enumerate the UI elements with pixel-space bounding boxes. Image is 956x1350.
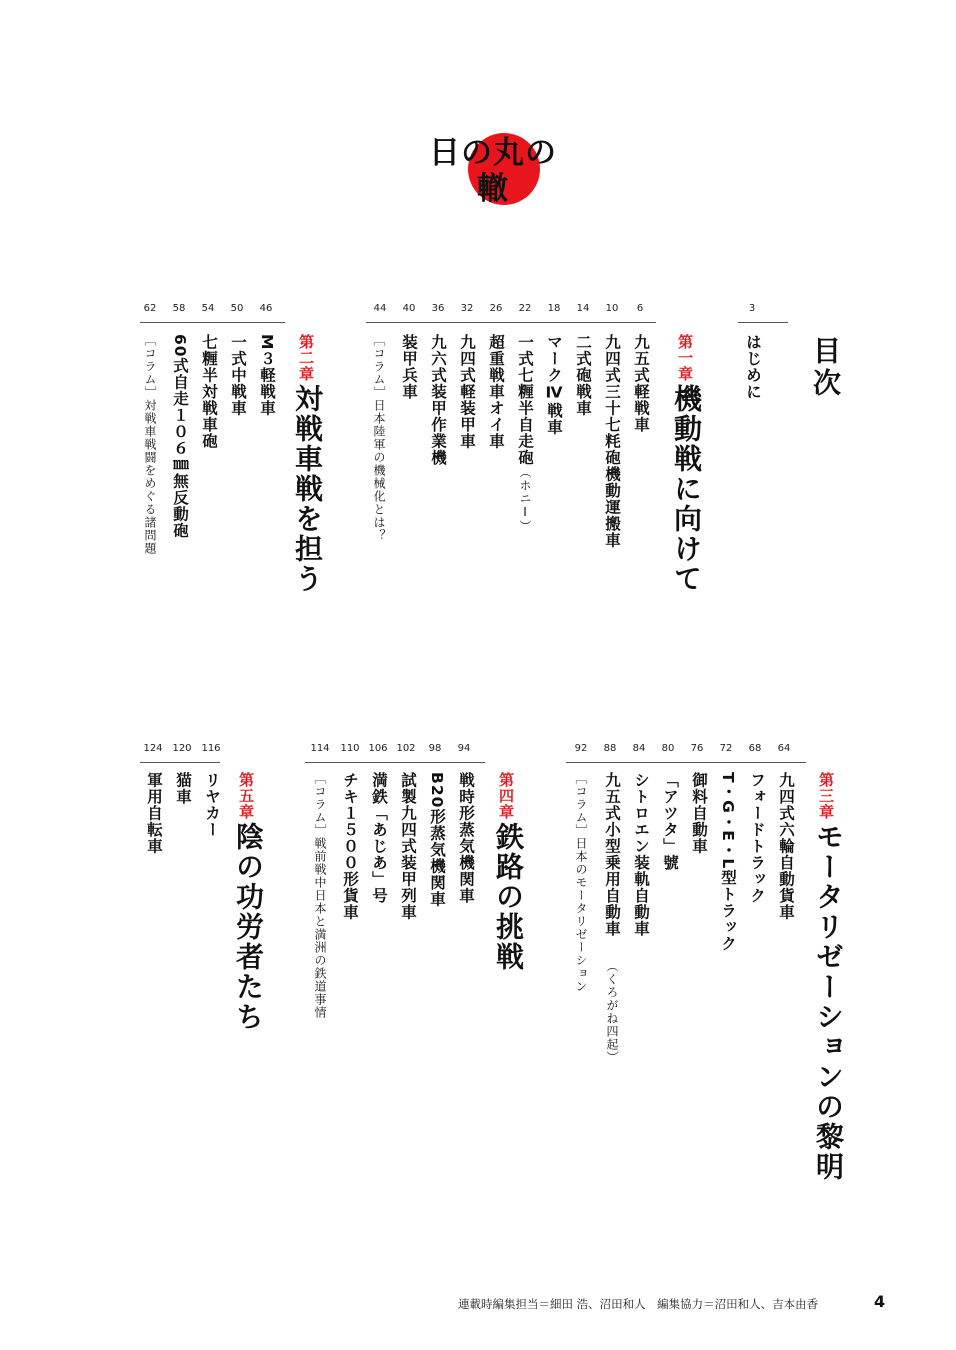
page-number: 94	[457, 743, 471, 754]
page-number: 92	[574, 743, 588, 754]
toc-entry[interactable]: T・G・E・L型トラック	[719, 772, 737, 952]
page-number-rule-bottom-mid	[305, 762, 485, 763]
page-number: 22	[518, 303, 532, 314]
toc-entry[interactable]: 猫車	[174, 772, 192, 805]
toc-entry[interactable]: チキ１５００形貨車	[341, 772, 359, 921]
page-number: 72	[719, 743, 733, 754]
page-number-rule-bottom-right	[566, 762, 806, 763]
intro-entry[interactable]: はじめに	[744, 334, 762, 400]
toc-entry[interactable]: 御料自動車	[690, 772, 708, 855]
toc-entry[interactable]: 九五式軽戦車	[632, 334, 650, 433]
page-number-rule-top-right	[738, 322, 788, 323]
page-number: 80	[661, 743, 675, 754]
toc-entry[interactable]: M３軽戦車	[258, 334, 276, 417]
page-number: 98	[428, 743, 442, 754]
toc-entry[interactable]: 「アツタ」號	[661, 772, 679, 871]
toc-entry[interactable]: 装甲兵車	[400, 334, 418, 400]
toc-entry-subtitle: （くろがね四起）	[605, 960, 619, 1064]
chapter-2-title[interactable]: 対戦車戦を担う	[291, 384, 324, 594]
page-number: 114	[310, 743, 330, 754]
toc-entry[interactable]: 七糎半対戦車砲	[200, 334, 218, 450]
toc-entry[interactable]: 満鉄「あじあ」号	[370, 772, 388, 904]
toc-entry[interactable]: リヤカー	[203, 772, 221, 838]
toc-entry[interactable]: 試製九四式装甲列車	[399, 772, 417, 921]
chapter-3-title[interactable]: モータリゼーションの黎明	[812, 822, 845, 1182]
toc-entry[interactable]: 60式自走１０６㎜無反動砲	[171, 334, 189, 540]
page-number: 64	[777, 743, 791, 754]
page-number: 54	[201, 303, 215, 314]
toc-entry[interactable]: 戦時形蒸気機関車	[457, 772, 475, 904]
series-logo	[418, 125, 568, 205]
page-number: 120	[172, 743, 192, 754]
toc-entry[interactable]: 九四式六輪自動貨車	[777, 772, 795, 921]
page-number: 36	[431, 303, 445, 314]
toc-entry[interactable]: 九六式装甲作業機	[429, 334, 447, 466]
page-number: 124	[143, 743, 163, 754]
toc-heading: 目次	[809, 336, 842, 400]
page-number: 84	[632, 743, 646, 754]
chapter-4-label: 第四章	[497, 772, 515, 820]
toc-entry[interactable]: 九四式軽装甲車	[458, 334, 476, 450]
chapter-1-title[interactable]: 機動戦に向けて	[670, 384, 703, 594]
page-number: 32	[460, 303, 474, 314]
toc-entry[interactable]: 二式砲戦車	[574, 334, 592, 417]
page-number: 26	[489, 303, 503, 314]
chapter-5-label: 第五章	[237, 772, 255, 820]
page-number: 44	[373, 303, 387, 314]
toc-column-entry[interactable]: ［コラム］日本陸軍の機械化とは？	[372, 334, 386, 542]
chapter-3-label: 第三章	[817, 772, 835, 820]
toc-entry[interactable]: 軍用自転車	[145, 772, 163, 855]
chapter-5-title[interactable]: 陰の功労者たち	[232, 822, 265, 1032]
page-number: 102	[396, 743, 416, 754]
toc-entry[interactable]: 九四式三十七粍砲機動運搬車	[603, 334, 621, 549]
toc-column-entry[interactable]: ［コラム］戦前戦中日本と満洲の鉄道事情	[313, 772, 327, 1019]
page-number: 18	[547, 303, 561, 314]
toc-entry[interactable]: 一式中戦車	[229, 334, 247, 417]
page-number-rule-top-mid	[366, 322, 656, 323]
page-number-rule-top-left	[140, 322, 285, 323]
page-number: 3	[748, 303, 756, 314]
page-number: 110	[340, 743, 360, 754]
page-number: 68	[748, 743, 762, 754]
page-number: 6	[636, 303, 644, 314]
toc-entry[interactable]: 一式七糎半自走砲	[516, 334, 534, 466]
toc-column-entry[interactable]: ［コラム］対戦車戦闘をめぐる諸問題	[143, 334, 157, 555]
page-number: 50	[230, 303, 244, 314]
chapter-4-title[interactable]: 鉄路の挑戦	[492, 822, 525, 972]
page-number: 76	[690, 743, 704, 754]
page-number: 106	[368, 743, 388, 754]
toc-entry[interactable]: シトロエン装軌自動車	[632, 772, 650, 937]
page-number: 14	[576, 303, 590, 314]
chapter-1-label: 第一章	[676, 334, 694, 382]
page-number: 46	[259, 303, 273, 314]
series-logo-text: 日の丸の轍	[429, 135, 557, 207]
toc-entry[interactable]: フォードトラック	[748, 772, 766, 904]
page-number: 10	[605, 303, 619, 314]
page-number-rule-bottom-left	[140, 762, 220, 763]
toc-entry[interactable]: マークⅣ戦車	[545, 334, 563, 436]
toc-column-entry[interactable]: ［コラム］日本のモータリゼーション	[574, 772, 588, 993]
toc-entry[interactable]: B20形蒸気機関車	[428, 772, 446, 908]
editorial-credits: 連載時編集担当＝細田 浩、沼田和人 編集協力＝沼田和人、吉本由香	[458, 1297, 819, 1311]
page-folio: 4	[874, 1292, 886, 1311]
page-number: 40	[402, 303, 416, 314]
page-number: 62	[143, 303, 157, 314]
toc-entry[interactable]: 九五式小型乗用自動車	[603, 772, 621, 937]
page-number: 58	[172, 303, 186, 314]
page-number: 116	[201, 743, 221, 754]
page-number: 88	[603, 743, 617, 754]
chapter-2-label: 第二章	[297, 334, 315, 382]
toc-entry-subtitle: （ホニⅠ）	[518, 466, 532, 533]
toc-entry[interactable]: 超重戦車オイ車	[487, 334, 505, 450]
